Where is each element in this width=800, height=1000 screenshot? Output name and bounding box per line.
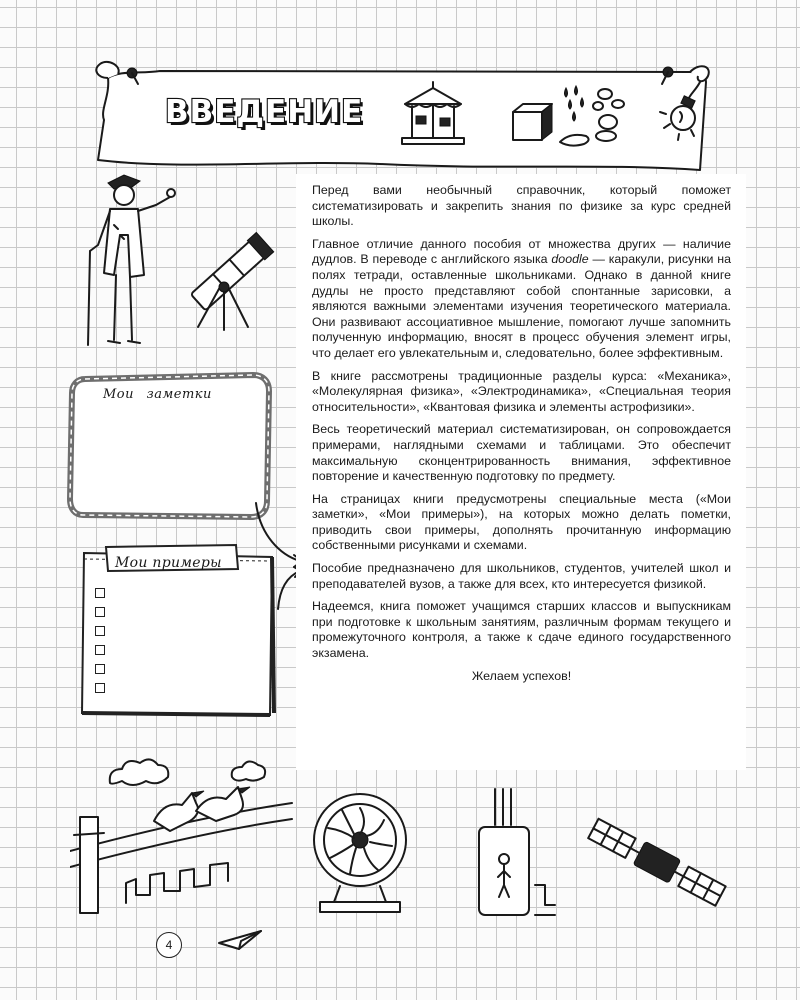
closing-line: Желаем успехов! xyxy=(471,668,572,683)
paragraph: Надеемся, книга поможет учащимся старших классов и выпускникам при подготовке к школьным занятиям, различным формам текущего и промежуточного контроля, а также к сдаче единого государственного экзамена. xyxy=(312,599,731,661)
my-examples-label: Мои примеры xyxy=(115,555,222,571)
my-examples-box[interactable] xyxy=(78,543,278,723)
telescope-illustration xyxy=(178,215,283,335)
checkbox[interactable] xyxy=(95,645,105,655)
wheel-illustration xyxy=(300,790,420,920)
newton-illustration xyxy=(70,165,180,360)
checkbox[interactable] xyxy=(95,607,105,617)
paragraph: На страницах книги предусмотрены специальные места («Мои заметки», «Мои примеры»), на которых можно делать пометки, приводить свои примеры, дополнять прочитанную информацию собственными рисунками и схемами. xyxy=(312,491,731,553)
paragraph: В книге рассмотрены традиционные разделы курса: «Механика», «Молекулярная физика», «Электродинамика», «Специальная теория относительности», «Квантовая физика и элементы астрофизики». xyxy=(312,368,731,414)
checkbox[interactable] xyxy=(95,664,105,674)
title-banner xyxy=(0,0,800,190)
elevator-illustration xyxy=(465,785,560,935)
paragraph: Перед вами необычный справочник, который поможет систематизировать и закрепить знания по физике за курс средней школы. xyxy=(312,183,731,229)
paper-plane-icon xyxy=(215,925,265,955)
page-number: 4 xyxy=(156,932,182,958)
doodle-term: doodle xyxy=(551,252,589,267)
satellite-illustration xyxy=(580,815,740,915)
my-notes-box[interactable] xyxy=(67,371,272,521)
checkbox[interactable] xyxy=(95,626,105,636)
paragraph: Пособие предназначено для школьников, студентов, учителей школ и преподавателей вузов, а также для всех, кто интересуется физикой. xyxy=(312,561,731,591)
checkbox[interactable] xyxy=(95,588,105,598)
paragraph: Главное отличие данного пособия от множества других — наличие дудлов. В переводе с английского языка doodle — каракули, рисунки на полях тетради, оставленные школьниками. Однако в данной книге дудлы не просто представляют собой спонтанные зарисовки, а являются важными элементами изучения теоретического материала. Они развивают ассоциативное мышление, помогают лучше запомнить полученную информацию, вносят в процесс обучения элемент игры, что делает его увлекательным и, следовательно, более эффективным. xyxy=(312,236,731,360)
my-notes-label: Мои заметки xyxy=(103,387,212,402)
cube-icon xyxy=(513,104,552,140)
page-title: ВВЕДЕНИЕ xyxy=(165,94,364,130)
introduction-text xyxy=(296,174,746,770)
checkbox[interactable] xyxy=(95,683,105,693)
paragraph: Весь теоретический материал систематизирован, он сопровождается примерами, наглядными схемами и таблицами. Это обеспечит максимальную сконцентрированность внимания, эффективное повторение и качественную подготовку по предмету. xyxy=(312,422,731,484)
birds-on-wire-illustration xyxy=(70,755,295,915)
